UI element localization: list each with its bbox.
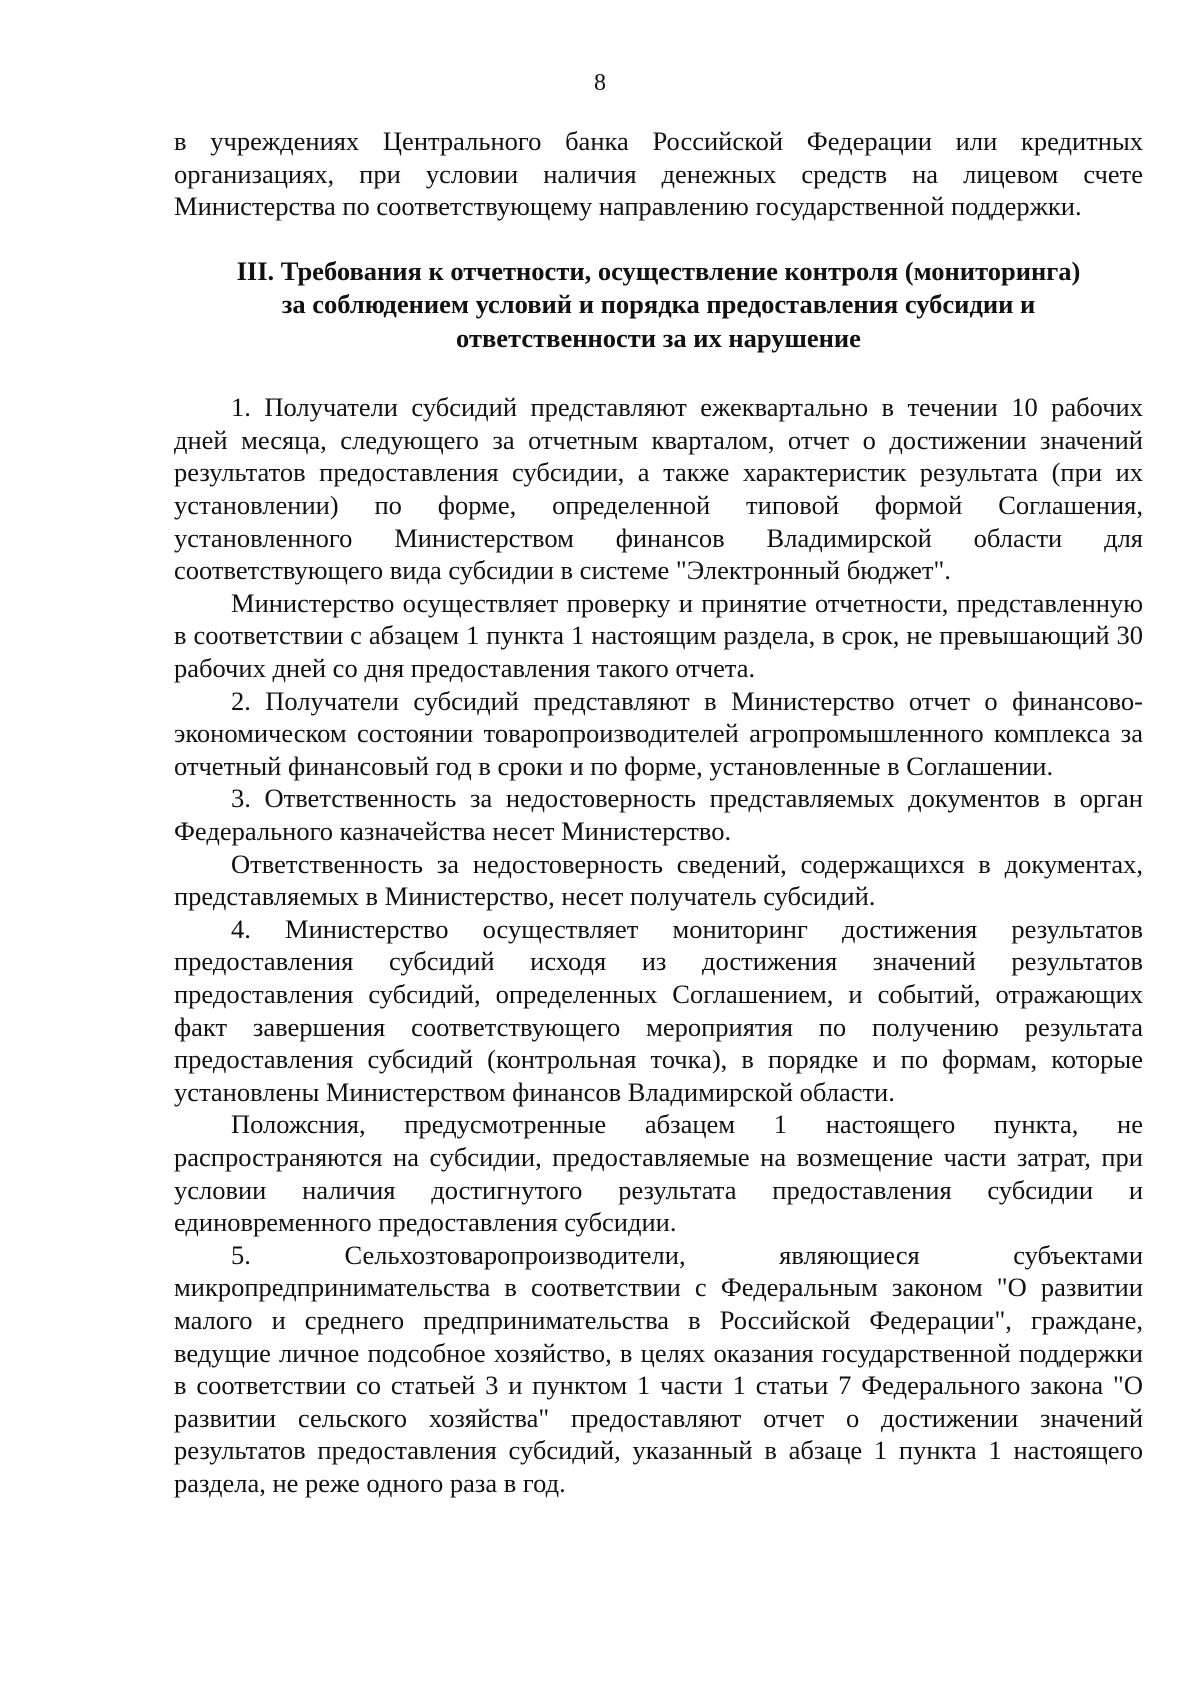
paragraph-3: 3. Ответственность за недостоверность представляемых документов в орган Федерального казначейства несет Министерство.: [174, 783, 1143, 846]
paragraph-1: 1. Получатели субсидий представляют ежеквартально в течении 10 рабочих дней месяца, следующего за отчетным кварталом, отчет о достижении значений результатов предоставления субсидии, а также характеристик результата (при их установлении) по форме, определенной типовой формой Соглашения, установленного Министерством финансов Владимирской области для соответствующего вида субсидии в системе "Электронный бюджет".: [174, 392, 1143, 586]
intro-paragraph: в учреждениях Центрального банка Российской Федерации или кредитных организациях, при условии наличия денежных средств на лицевом счете Министерства по соответствующему направлению государственной поддержки.: [174, 126, 1143, 222]
paragraph-2: 2. Получатели субсидий представляют в Министерство отчет о финансово-экономическом состоянии товаропроизводителей агропромышленного комплекса за отчетный финансовый год в сроки и по форме, установленные в Соглашении.: [174, 685, 1143, 781]
paragraph-4-2: Положсния, предусмотренные абзацем 1 настоящего пункта, не распространяются на субсидии, предоставляемые на возмещение части затрат, при условии наличия достигнутого результата предоставления субсидии и единовременного предоставления субсидии.: [174, 1109, 1143, 1238]
paragraph-3-2: Ответственность за недостоверность сведений, содержащихся в документах, представляемых в Министерство, несет получатель субсидий.: [174, 848, 1143, 912]
document-body: [174, 125, 1143, 1499]
section-title-line-2: за соблюдением условий и порядка предоставления субсидии и: [281, 289, 1036, 320]
section-title: [174, 255, 1143, 356]
paragraph-5: 5. Сельхозтоваропроизводители, являющиеся субъектами микропредпринимательства в соответствии с Федеральным законом "О развитии малого и среднего предпринимательства в Российской Федерации", граждане, ведущие личное подсобное хозяйство, в целях оказания государственной поддержки в соответствии со статьей 3 и пунктом 1 части 1 статьи 7 Федерального закона "О развитии сельского хозяйства" предоставляют отчет о достижении значений результатов предоставления субсидий, указанный в абзаце 1 пункта 1 настоящего раздела, не реже одного раза в год.: [174, 1239, 1143, 1498]
page-number: 8: [594, 70, 606, 96]
paragraph-4: 4. Министерство осуществляет мониторинг достижения результатов предоставления субсидий исходя из достижения значений результатов предоставления субсидий, определенных Соглашением, и событий, отражающих факт завершения соответствующего мероприятия по получению результата предоставления субсидий (контрольная точка), в порядке и по формам, которые установлены Министерством финансов Владимирской области.: [174, 913, 1143, 1107]
section-title-line-3: ответственности за их нарушение: [456, 322, 861, 353]
section-title-line-1: III. Требования к отчетности, осуществление контроля (мониторинга): [236, 255, 1081, 286]
paragraph-1-2: Министерство осуществляет проверку и принятие отчетности, представленную в соответствии с абзацем 1 пункта 1 настоящим раздела, в срок, не превышающий 30 рабочих дней со дня предоставления такого отчета.: [174, 587, 1143, 684]
